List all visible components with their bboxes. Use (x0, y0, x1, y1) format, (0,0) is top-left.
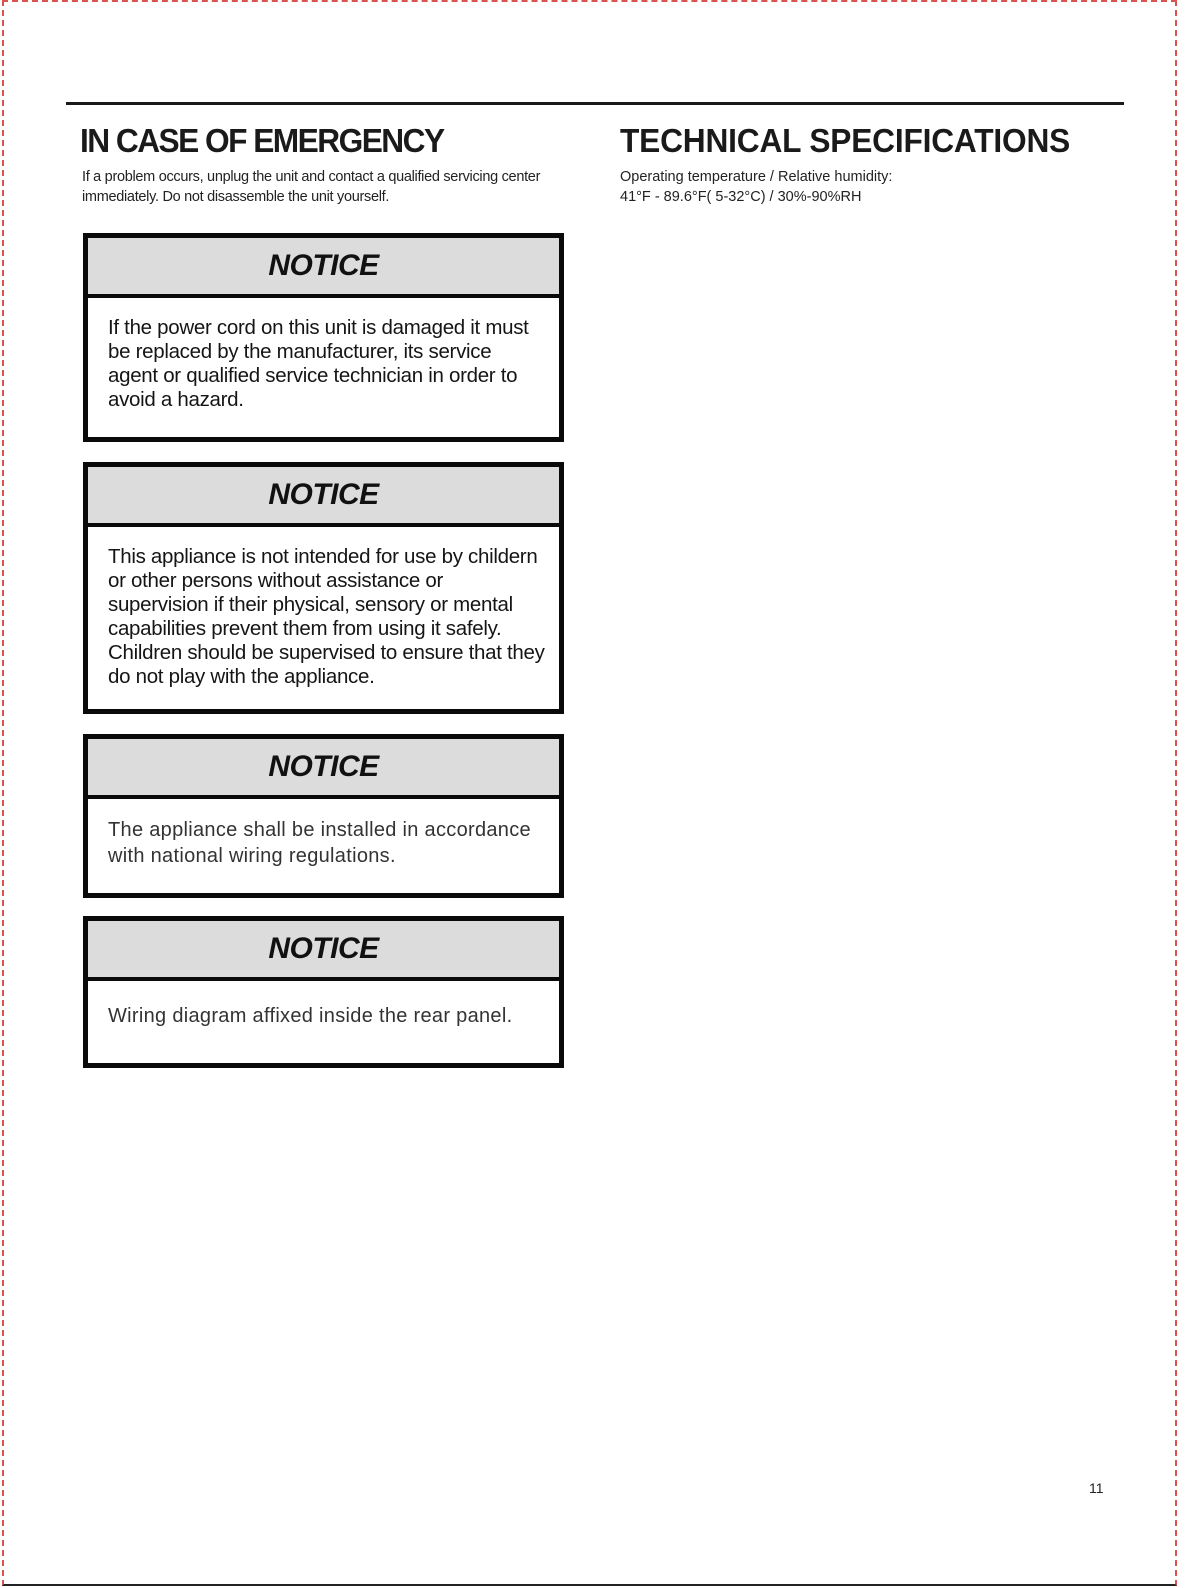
notice-header (88, 739, 559, 799)
notice-header (88, 238, 559, 298)
notice-title: NOTICE (268, 932, 379, 965)
notice-body: Wiring diagram affixed inside the rear panel. (108, 1005, 513, 1027)
notice-title: NOTICE (268, 249, 379, 282)
notice-header (88, 921, 559, 981)
technical-specifications-text (620, 167, 1120, 207)
notice-title: NOTICE (268, 478, 379, 511)
notice-box-wiring-diagram (83, 916, 564, 1068)
top-rule (66, 102, 1124, 105)
notice-body: This appliance is not intended for use by childern or other persons without assistance or supervision if their physical, sensory or mental capabilities prevent them from using it safely. Children should be supervised to ensure that they do not play with the appliance. (108, 545, 545, 688)
notice-box-wiring-regulations (83, 734, 564, 898)
notice-body: The appliance shall be installed in accordance with national wiring regulations. (108, 819, 531, 867)
notice-title: NOTICE (268, 750, 379, 783)
emergency-heading: IN CASE OF EMERGENCY (80, 122, 444, 159)
spec-line-value: 41°F - 89.6°F( 5-32°C) / 30%-90%RH (620, 189, 862, 205)
page-number: 11 (1089, 1480, 1104, 1496)
notice-box-supervision (83, 462, 564, 714)
notice-box-power-cord (83, 233, 564, 442)
emergency-text: If a problem occurs, unplug the unit and contact a qualified servicing center immediately. Do not disassemble the unit yourself. (82, 169, 541, 205)
spec-line-label: Operating temperature / Relative humidity: (620, 169, 893, 185)
notice-header (88, 467, 559, 527)
technical-specifications-heading: TECHNICAL SPECIFICATIONS (620, 122, 1071, 159)
notice-body: If the power cord on this unit is damaged it must be replaced by the manufacturer, its service agent or qualified service technician in order to avoid a hazard. (108, 316, 529, 411)
